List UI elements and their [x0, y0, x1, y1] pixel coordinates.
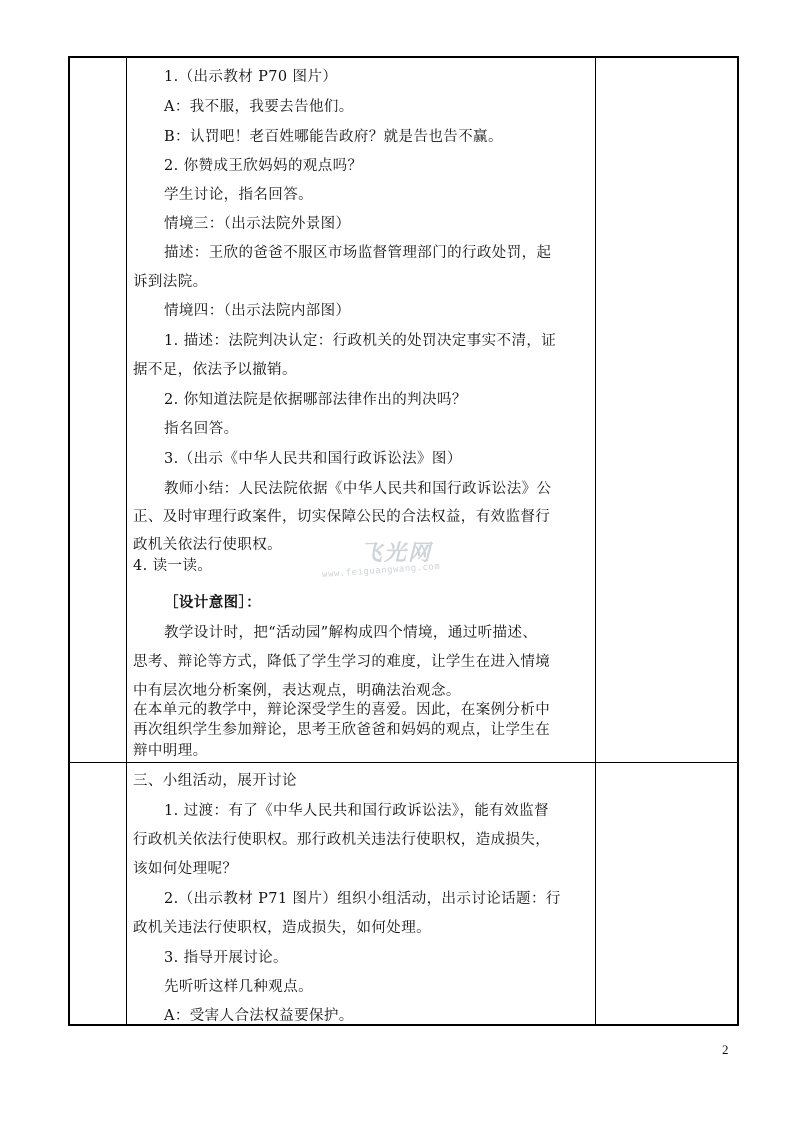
- text-line: 描述：王欣的爸爸不服区市场监督管理部门的行政处罚，起: [164, 245, 552, 261]
- text-line: 政机关依法行使职权。: [133, 537, 282, 553]
- text-line: 教学设计时，把“活动园”解构成四个情境，通过听描述、: [164, 625, 538, 641]
- watermark-url: www.feiguangwang.com: [321, 561, 441, 581]
- text-line: A：受害人合法权益要保护。: [164, 1008, 354, 1024]
- text-line: 情境四：（出示法院内部图）: [164, 303, 351, 319]
- text-line: A：我不服，我要去告他们。: [164, 99, 354, 115]
- text-line: B：认罚吧！老百姓哪能告政府？就是告也告不赢。: [164, 129, 503, 145]
- text-line: 1.（出示教材 P70 图片）: [164, 69, 338, 85]
- page-number: 2: [722, 1042, 729, 1057]
- text-line: 再次组织学生参加辩论，思考王欣爸爸和妈妈的观点，让学生在: [133, 722, 551, 738]
- text-line: 诉到法院。: [133, 274, 208, 290]
- text-line: 1. 描述：法院判决认定：行政机关的处罚决定事实不清，证: [164, 333, 557, 349]
- watermark-title: 飞光网: [360, 541, 433, 566]
- text-line: 政机关违法行使职权，造成损失，如何处理。: [133, 920, 431, 936]
- text-line: 3. 指导开展讨论。: [164, 950, 288, 966]
- text-line: 学生讨论，指名回答。: [164, 187, 313, 203]
- text-line: 辩中明理。: [133, 743, 208, 759]
- text-line: 先听听这样几种观点。: [164, 979, 313, 995]
- text-line: 据不足，依法予以撤销。: [133, 362, 297, 378]
- text-line: 在本单元的教学中，辩论深受学生的喜爱。因此，在案例分析中: [133, 702, 551, 718]
- text-line: 情境三：（出示法院外景图）: [164, 216, 351, 232]
- row-divider: [68, 762, 739, 763]
- text-line: 2.（出示教材 P71 图片）组织小组活动，出示讨论话题：行: [164, 891, 561, 907]
- text-line: 中有层次地分析案例，表达观点，明确法治观念。: [133, 683, 461, 699]
- text-line: 正、及时审理行政案件，切实保障公民的合法权益，有效监督行: [133, 509, 551, 525]
- text-line: 3.（出示《中华人民共和国行政诉讼法》图）: [164, 451, 462, 467]
- text-line: 行政机关依法行使职权。那行政机关违法行使职权，造成损失，: [133, 832, 551, 848]
- text-line: 指名回答。: [164, 421, 239, 437]
- text-line: 教师小结：人民法院依据《中华人民共和国行政诉讼法》公: [164, 481, 552, 497]
- column-divider-right: [595, 56, 596, 1026]
- column-divider-left: [126, 56, 127, 1026]
- text-line: 2. 你知道法院是依据哪部法律作出的判决吗？: [164, 392, 467, 408]
- design-intent-heading: ［设计意图］：: [164, 594, 262, 611]
- text-line: 该如何处理呢？: [133, 861, 238, 877]
- text-line: 1. 过渡：有了《中华人民共和国行政诉讼法》，能有效监督: [164, 803, 549, 819]
- text-line: 2. 你赞成王欣妈妈的观点吗？: [164, 158, 363, 174]
- text-line: 思考、辩论等方式，降低了学生学习的难度，让学生在进入情境: [133, 654, 551, 670]
- section-heading: 三、小组活动，展开讨论: [133, 773, 297, 789]
- text-line: 4. 读一读。: [133, 558, 213, 574]
